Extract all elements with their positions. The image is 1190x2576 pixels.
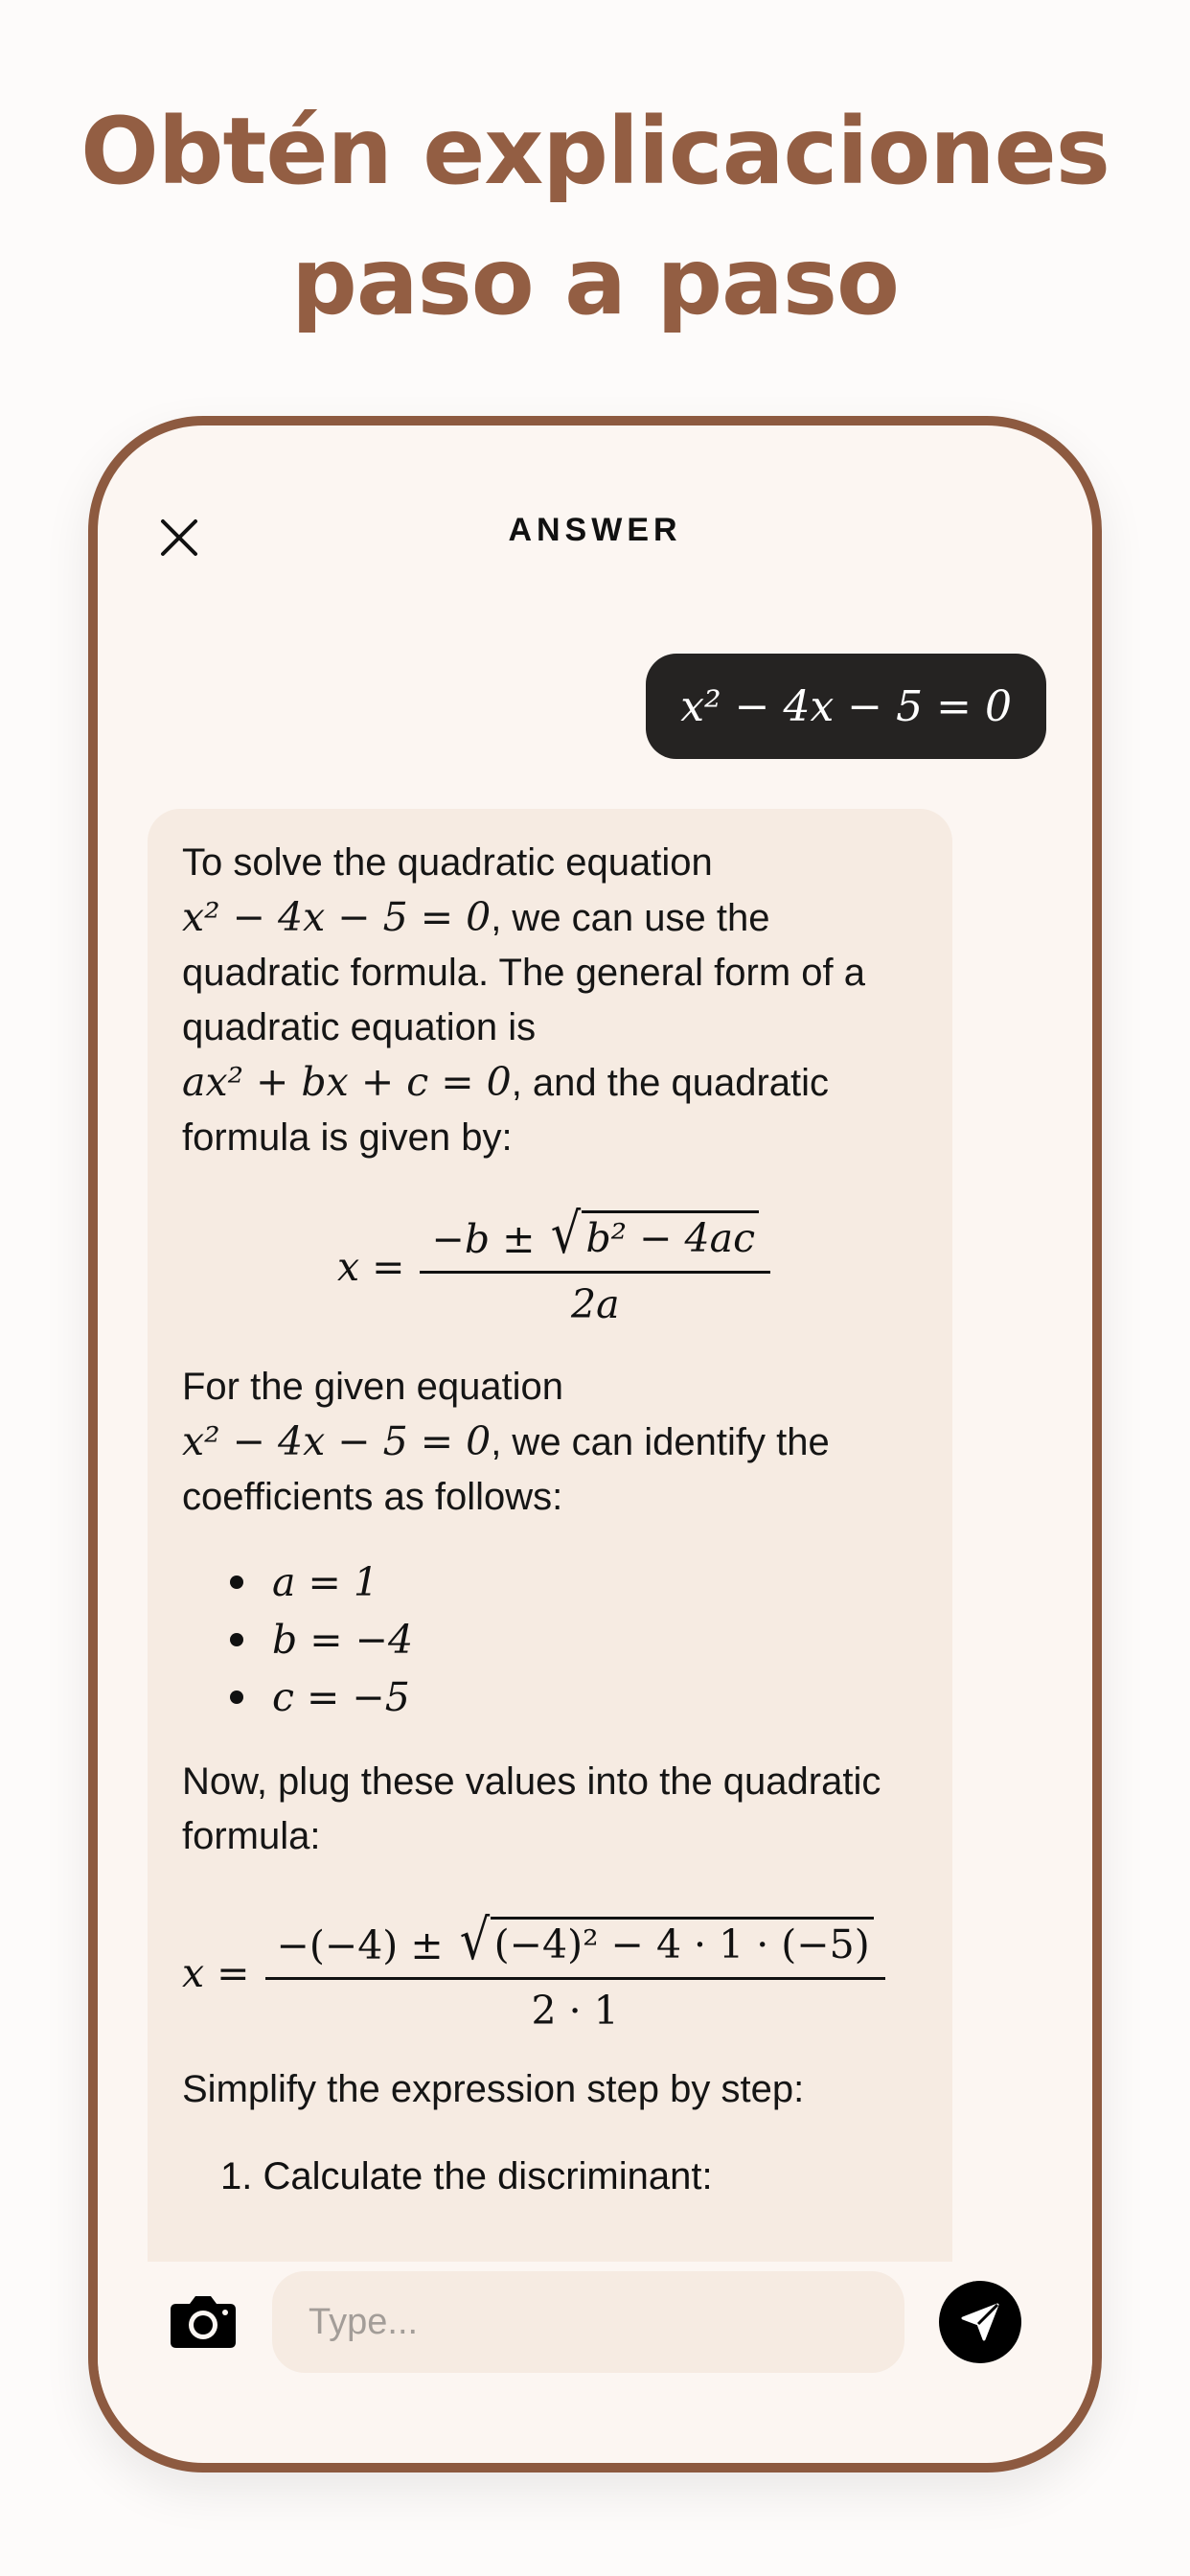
coefficient-list: [182, 1553, 920, 1726]
user-message-bubble: [646, 654, 1046, 759]
send-icon: [957, 2299, 1003, 2345]
radicand: b² − 4ac: [582, 1210, 759, 1261]
bullet-icon: [230, 1633, 243, 1646]
coefficient-b: b = −4: [272, 1617, 414, 1663]
text-span: To solve the quadratic equation: [182, 841, 713, 884]
list-item: [230, 1553, 920, 1611]
substituted-formula: [182, 1907, 920, 2034]
bullet-icon: [230, 1576, 243, 1589]
formula-lhs: x =: [182, 1949, 250, 1996]
message-composer: [98, 2262, 1092, 2453]
coefficient-c: c = −5: [272, 1674, 410, 1720]
square-root: [548, 1201, 759, 1266]
message-input[interactable]: [272, 2271, 904, 2373]
answer-paragraph-3: Now, plug these values into the quadratic formula:: [182, 1760, 881, 1857]
phone-frame: [88, 416, 1102, 2472]
inline-math: x² − 4x − 5 = 0: [182, 1418, 492, 1464]
headline: [0, 86, 1190, 347]
quadratic-formula: [182, 1201, 920, 1327]
screen-title: ANSWER: [508, 512, 682, 548]
text-span: , we can use the quadratic formula. The general form of a quadratic equation is: [182, 897, 865, 1048]
inline-math: x² − 4x − 5 = 0: [182, 894, 492, 940]
headline-line-2: paso a paso: [291, 228, 899, 335]
top-bar: [98, 426, 1092, 569]
numerator-prefix: −(−4) ±: [276, 1922, 444, 1968]
bullet-icon: [230, 1690, 243, 1704]
square-root: [457, 1907, 874, 1972]
list-item: [230, 1611, 920, 1668]
text-span: , and the quadratic formula is given by:: [182, 1062, 830, 1159]
headline-line-1: Obtén explicaciones: [80, 98, 1110, 205]
inline-math: ax² + bx + c = 0: [182, 1059, 512, 1105]
text-span: For the given equation: [182, 1366, 564, 1408]
step-item: 1. Calculate the discriminant:: [220, 2155, 713, 2197]
camera-button[interactable]: [167, 2290, 240, 2352]
formula-numerator: [425, 1201, 765, 1271]
numerator-prefix: −b ±: [431, 1216, 536, 1262]
radicand: (−4)² − 4 · 1 · (−5): [491, 1917, 874, 1967]
radical-sign: √: [459, 1907, 490, 1972]
formula-fraction: [271, 1907, 880, 2034]
camera-icon: [167, 2290, 240, 2352]
steps-list: [182, 2150, 920, 2204]
formula-numerator: [271, 1907, 880, 1977]
answer-paragraph-4: Simplify the expression step by step:: [182, 2068, 805, 2110]
answer-paragraph-2: [182, 1360, 920, 1525]
send-button[interactable]: [939, 2281, 1021, 2363]
radical-sign: √: [551, 1201, 582, 1266]
coefficient-a: a = 1: [272, 1559, 378, 1605]
user-expression: x² − 4x − 5 = 0: [680, 681, 1012, 731]
answer-paragraph-1: [182, 836, 920, 1165]
list-item: [230, 1668, 920, 1726]
formula-lhs: x =: [336, 1243, 405, 1290]
formula-denominator: 2a: [420, 1271, 770, 1327]
answer-card: [148, 809, 952, 2262]
formula-denominator: 2 · 1: [265, 1977, 885, 2034]
formula-fraction: [425, 1201, 765, 1327]
text-span: , we can identify the coefficients as follows:: [182, 1421, 830, 1518]
